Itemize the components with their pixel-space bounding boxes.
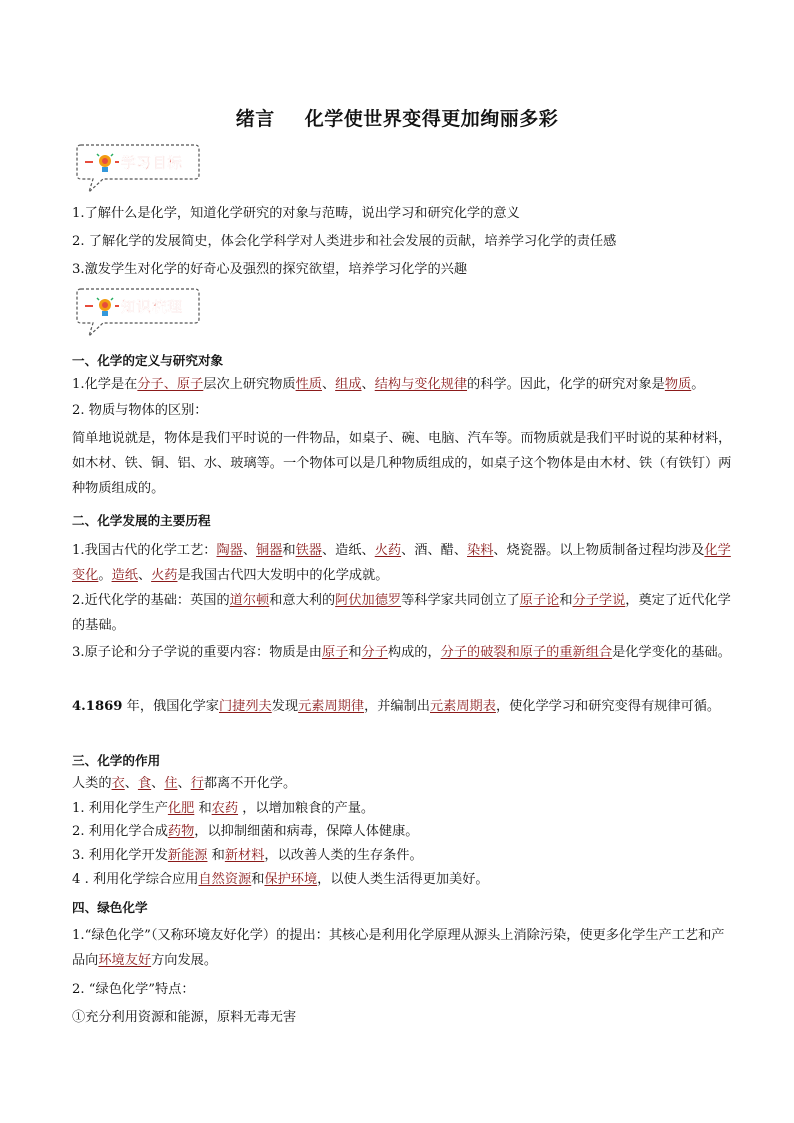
- learning-goal-badge: [73, 142, 201, 192]
- s3-para-4: 4 . 利用化学综合应用自然资源和保护环境，以使人类生活得更加美好。: [72, 872, 489, 887]
- s2-para-4: 4.1869 年，俄国化学家门捷列夫发现元素周期律，并编制出元素周期表，使化学学习和研究变得有规律可循。: [72, 699, 721, 714]
- s3-para-3: 3. 利用化学开发新能源 和新材料，以改善人类的生存条件。: [72, 848, 423, 863]
- s2-para-1: 1.我国古代的化学工艺：陶器、铜器和铁器、造纸、火药、酒、醋、染料、烧瓷器。以上物质制备过程均涉及化学变化。造纸、火药是我国古代四大发明中的化学成就。: [72, 543, 731, 583]
- s2-para-3: 3.原子论和分子学说的重要内容：物质是由原子和分子构成的，分子的破裂和原子的重新组合是化学变化的基础。: [72, 645, 731, 660]
- s1-para-2: 2. 物质与物体的区别：: [72, 403, 208, 418]
- s1-para-1: 1.化学是在分子、原子层次上研究物质性质、组成、结构与变化规律的科学。因此，化学的研究对象是物质。: [72, 377, 705, 392]
- s3-para-0: 人类的衣、食、住、行都离不开化学。: [72, 776, 297, 791]
- goal-3: 3.激发学生对化学的好奇心及强烈的探究欲望，培养学习化学的兴趣: [72, 262, 468, 277]
- s1-para-3: 简单地说就是，物体是我们平时说的一件物品，如桌子、碗、电脑、汽车等。而物质就是我们平时说的某种材料，如木材、铁、铜、铝、水、玻璃等。一个物体可以是几种物质组成的，如桌子这个物体是由木材、铁（有铁钉）两种物质组成的。: [72, 431, 732, 496]
- title-left: 绪言: [235, 108, 275, 130]
- section-3-heading: 三、化学的作用: [72, 753, 161, 768]
- knowledge-badge: [73, 286, 201, 336]
- title-right: 化学使世界变得更加绚丽多彩: [304, 108, 559, 130]
- goal-1: 1.了解什么是化学，知道化学研究的对象与范畴，说出学习和研究化学的意义: [72, 206, 520, 221]
- goal-2: 2. 了解化学的发展简史，体会化学科学对人类进步和社会发展的贡献，培养学习化学的责任感: [72, 234, 617, 249]
- page-title: [0, 104, 794, 131]
- s3-para-1: 1. 利用化学生产化肥 和农药 ，以增加粮食的产量。: [72, 801, 375, 816]
- section-2-heading: 二、化学发展的主要历程: [72, 513, 211, 528]
- learning-goal-label: 学习目标: [121, 156, 183, 172]
- section-1-heading: 一、化学的定义与研究对象: [72, 353, 224, 368]
- s3-para-2: 2. 利用化学合成药物，以抑制细菌和病毒，保障人体健康。: [72, 824, 419, 839]
- section-4-heading: 四、绿色化学: [72, 900, 148, 915]
- s4-para-3: ①充分利用资源和能源，原料无毒无害: [72, 1010, 297, 1025]
- s4-para-2: 2. “绿色化学”特点：: [72, 982, 195, 997]
- s4-para-1: 1.“绿色化学”（又称环境友好化学）的提出：其核心是利用化学原理从源头上消除污染，使更多化学生产工艺和产品向环境友好方向发展。: [72, 928, 725, 968]
- knowledge-label: 知识梳理: [121, 300, 183, 316]
- s2-para-2: 2.近代化学的基础：英国的道尔顿和意大利的阿伏加德罗等科学家共同创立了原子论和分子学说，奠定了近代化学的基础。: [72, 593, 731, 633]
